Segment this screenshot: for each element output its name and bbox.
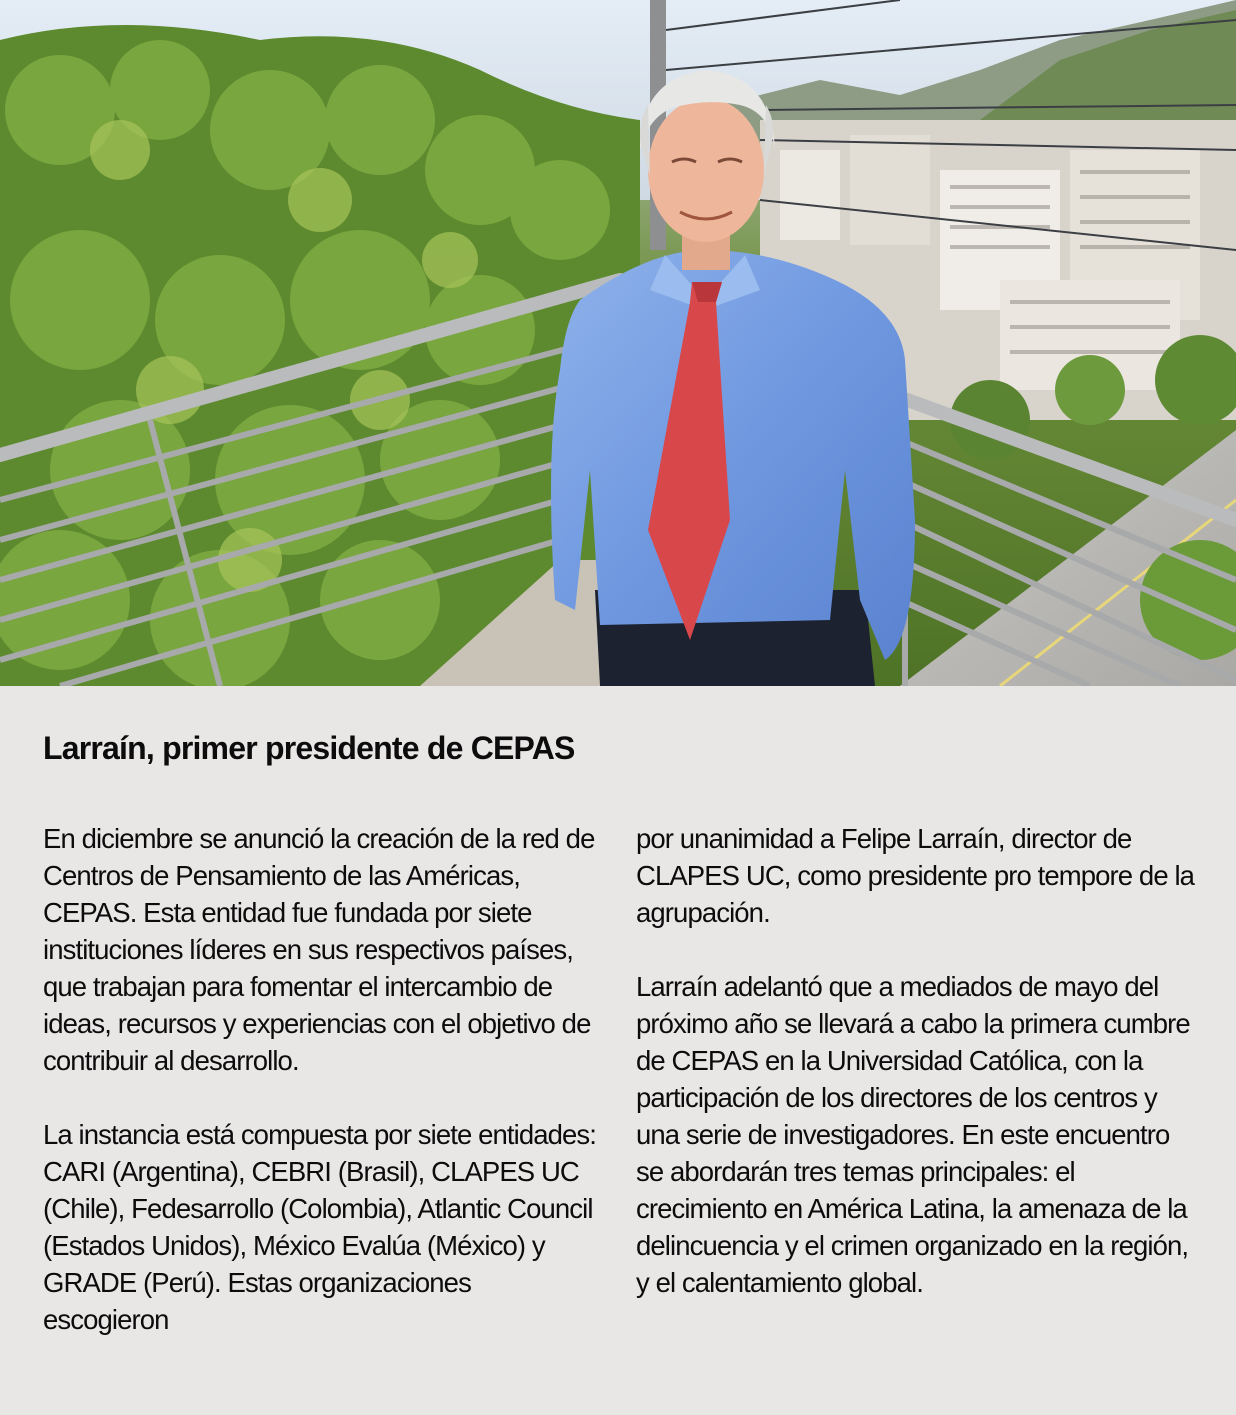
article-paragraph: La instancia está compuesta por siete entidades: CARI (Argentina), CEBRI (Brasil), CLAPES UC (Chile), Fedesarrollo (Colombia), Atlantic Council (Estados Unidos), México Evalúa (México) y GRADE (Perú). Estas organizaciones escogieron	[43, 1119, 597, 1335]
article-column-left	[43, 820, 603, 1338]
article-paragraph: En diciembre se anunció la creación de la red de Centros de Pensamiento de las Américas, CEPAS. Esta entidad fue fundada por siete instituciones líderes en sus respectivos países, que trabajan para fomentar el intercambio de ideas, recursos y experiencias con el objetivo de contribuir al desarrollo.	[43, 823, 595, 1076]
article-headline: Larraín, primer presidente de CEPAS	[43, 730, 575, 766]
hero-photo-illustration	[0, 0, 1236, 686]
article-panel	[0, 686, 1236, 1415]
article-paragraph: por unanimidad a Felipe Larraín, director de CLAPES UC, como presidente pro tempore de la agrupación.	[636, 823, 1195, 928]
hero-photo	[0, 0, 1236, 686]
article-paragraph: Larraín adelantó que a mediados de mayo del próximo año se llevará a cabo la primera cumbre de CEPAS en la Universidad Católica, con la participación de los directores de los centros y una serie de investigadores. En este encuentro se abordarán tres temas principales: el crecimiento en América Latina, la amenaza de la delincuencia y el crimen organizado en la región, y el calentamiento global.	[636, 971, 1190, 1298]
article-column-right	[636, 820, 1196, 1301]
